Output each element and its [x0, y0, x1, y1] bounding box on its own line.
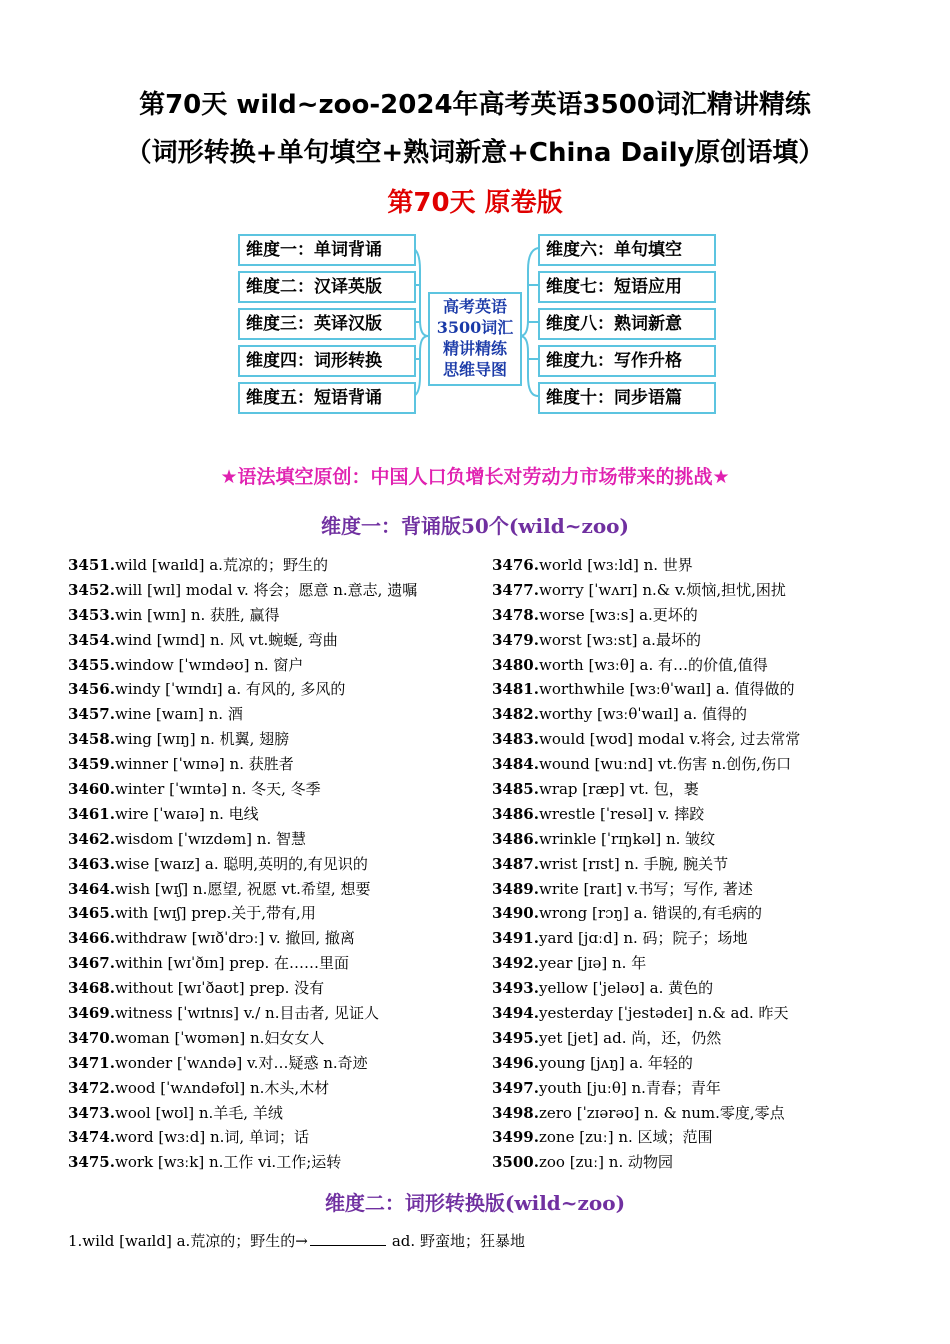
mindmap-right-5: 维度十：同步语篇 — [538, 382, 716, 414]
vocab-text: youth [juːθ] n.青春；青年 — [538, 1078, 721, 1097]
vocab-number: 3499. — [492, 1128, 539, 1147]
vocab-number: 3482. — [492, 705, 539, 724]
vocab-entry — [68, 802, 417, 827]
mindmap-left-3: 维度三：英译汉版 — [238, 308, 416, 340]
mindmap-center-line: 3500词汇 — [436, 318, 514, 337]
vocab-entry — [492, 976, 800, 1001]
vocab-text: wrap [ræp] vt. 包，裹 — [538, 780, 699, 799]
vocab-number: 3485. — [492, 780, 539, 799]
vocab-number: 3483. — [492, 730, 539, 749]
vocab-column-right — [492, 553, 800, 1175]
vocab-number: 3492. — [492, 954, 539, 973]
grammar-subtitle: ★语法填空原创：中国人口负增长对劳动力市场带来的挑战★ — [220, 466, 730, 488]
vocab-text: world [wɜːld] n. 世界 — [538, 556, 693, 574]
vocab-number: 3480. — [492, 655, 539, 674]
vocab-text: yesterday [ˈjestədeɪ] n.& ad. 昨天 — [538, 1004, 789, 1023]
vocab-text: winner [ˈwɪnə] n. 获胜者 — [114, 755, 294, 774]
vocab-text: win [wɪn] n. 获胜, 赢得 — [114, 605, 280, 624]
vocab-entry — [492, 827, 800, 852]
vocab-text: wrestle [ˈresəl] v. 摔跤 — [538, 804, 705, 823]
vocab-entry — [492, 1026, 800, 1051]
vocab-entry — [68, 628, 417, 653]
mindmap-left-2: 维度二：汉译英版 — [238, 271, 416, 303]
vocab-entry — [492, 553, 800, 578]
vocab-number: 3479. — [492, 630, 539, 649]
vocab-entry — [492, 926, 800, 951]
vocab-entry — [68, 653, 417, 678]
vocab-text: will [wɪl] modal v. 将会；愿意 n.意志, 遗嘱 — [114, 580, 418, 599]
vocab-entry — [492, 852, 800, 877]
vocab-entry — [492, 1125, 800, 1150]
vocab-entry — [492, 951, 800, 976]
vocab-text: wonder [ˈwʌndə] v.对…疑惑 n.奇迹 — [114, 1053, 368, 1072]
vocab-number: 3469. — [68, 1004, 115, 1023]
vocab-text: year [jɪə] n. 年 — [538, 954, 647, 973]
vocab-entry — [68, 702, 417, 727]
vocab-entry — [68, 677, 417, 702]
mindmap-center-line: 精讲精练 — [442, 339, 507, 358]
vocab-number: 3452. — [68, 580, 115, 599]
vocab-entry — [68, 727, 417, 752]
vocab-number: 3476. — [492, 556, 539, 574]
vocab-text: wool [wʊl] n.羊毛, 羊绒 — [114, 1103, 283, 1122]
vocab-entry — [492, 628, 800, 653]
vocab-number: 3471. — [68, 1053, 115, 1072]
vocab-number: 3453. — [68, 605, 115, 624]
vocab-text: zone [zuː] n. 区域；范围 — [538, 1128, 713, 1147]
vocab-number: 3477. — [492, 580, 539, 599]
vocab-number: 3487. — [492, 854, 539, 873]
vocab-text: with [wɪʃ] prep.关于,带有,用 — [114, 904, 316, 923]
vocab-entry — [68, 1051, 417, 1076]
vocab-text: would [wʊd] modal v.将会, 过去常常 — [538, 730, 801, 749]
vocab-entry — [492, 877, 800, 902]
vocab-text: wood [ˈwʌndəfʊl] n.木头,木材 — [114, 1078, 330, 1097]
vocab-text: yellow [ˈjeləʊ] a. 黄色的 — [538, 979, 714, 998]
mindmap-right-4: 维度九：写作升格 — [538, 345, 716, 377]
vocab-number: 3451. — [68, 556, 115, 574]
vocab-number: 3458. — [68, 730, 115, 749]
mindmap-left-1: 维度一：单词背诵 — [238, 234, 416, 266]
vocab-text: worthwhile [wɜːθˈwaɪl] a. 值得做的 — [538, 680, 795, 699]
vocab-text: write [raɪt] v.书写；写作, 著述 — [538, 879, 753, 898]
vocab-entry — [492, 603, 800, 628]
vocab-entry — [492, 1076, 800, 1101]
exercise-prompt: 1.wild [waɪld] a.荒凉的；野生的→ — [68, 1232, 308, 1250]
vocab-entry — [68, 926, 417, 951]
vocab-entry — [492, 677, 800, 702]
vocab-number: 3463. — [68, 854, 115, 873]
mindmap-center-line: 高考英语 — [442, 297, 507, 316]
vocab-entry — [68, 752, 417, 777]
mindmap-right-3: 维度八：熟词新意 — [538, 308, 716, 340]
vocab-text: withdraw [wɪðˈdrɔː] v. 撤回, 撤离 — [114, 929, 355, 948]
vocab-number: 3491. — [492, 929, 539, 948]
vocab-text: wind [wɪnd] n. 风 vt.蜿蜒, 弯曲 — [114, 630, 338, 649]
vocab-number: 3493. — [492, 979, 539, 998]
vocab-text: worthy [wɜːθˈwaɪl] a. 值得的 — [538, 705, 747, 724]
vocab-text: wound [wuːnd] vt.伤害 n.创伤,伤口 — [538, 755, 792, 774]
vocab-number: 3489. — [492, 879, 539, 898]
vocab-entry — [492, 1150, 800, 1175]
vocab-number: 3474. — [68, 1128, 115, 1147]
vocab-number: 3467. — [68, 954, 115, 973]
section-2-title: 维度二：词形转换版(wild~zoo) — [324, 1191, 626, 1215]
vocab-text: witness [ˈwɪtnɪs] v./ n.目击者, 见证人 — [114, 1004, 380, 1023]
vocab-entry — [492, 1001, 800, 1026]
vocab-text: wish [wɪʃ] n.愿望, 祝愿 vt.希望, 想要 — [114, 879, 371, 898]
vocab-text: without [wɪˈðaʊt] prep. 没有 — [114, 979, 325, 998]
vocab-number: 3490. — [492, 904, 539, 923]
vocab-number: 3498. — [492, 1103, 539, 1122]
mindmap-right-2: 维度七：短语应用 — [538, 271, 716, 303]
vocab-entry — [68, 553, 417, 578]
vocab-text: worry [ˈwʌrɪ] n.& v.烦恼,担忧,困扰 — [538, 580, 786, 599]
exercise-item — [68, 1230, 525, 1251]
section-1-title: 维度一：背诵版50个(wild~zoo) — [321, 514, 629, 538]
mindmap-left-5: 维度五：短语背诵 — [238, 382, 416, 414]
vocab-text: woman [ˈwʊmən] n.妇女女人 — [114, 1028, 325, 1047]
vocab-entry — [492, 1101, 800, 1126]
vocab-entry — [68, 852, 417, 877]
mindmap-center-line: 思维导图 — [442, 360, 507, 379]
vocab-number: 3495. — [492, 1028, 539, 1047]
vocab-text: zero [ˈzɪərəʊ] n. & num.零度,零点 — [538, 1103, 785, 1122]
vocab-entry — [68, 1001, 417, 1026]
vocab-entry — [68, 603, 417, 628]
vocab-entry — [68, 827, 417, 852]
vocab-number: 3462. — [68, 829, 115, 848]
vocab-entry — [492, 901, 800, 926]
vocab-number: 3464. — [68, 879, 115, 898]
vocab-entry — [68, 578, 417, 603]
vocab-entry — [492, 702, 800, 727]
vocab-text: word [wɜːd] n.词, 单词；话 — [114, 1128, 309, 1147]
vocab-text: wise [waɪz] a. 聪明,英明的,有见识的 — [114, 854, 368, 873]
vocab-text: wild [waɪld] a.荒凉的；野生的 — [114, 556, 328, 574]
vocab-entry — [68, 777, 417, 802]
vocab-entry — [68, 1125, 417, 1150]
vocab-entry — [492, 752, 800, 777]
vocab-text: work [wɜːk] n.工作 vi.工作;运转 — [114, 1153, 342, 1172]
title-line-3: 第70天 原卷版 — [387, 188, 563, 218]
vocab-number: 3466. — [68, 929, 115, 948]
vocab-number: 3473. — [68, 1103, 115, 1122]
vocab-entry — [68, 1101, 417, 1126]
vocab-number: 3486. — [492, 804, 539, 823]
vocab-text: windy [ˈwɪndɪ] a. 有风的, 多风的 — [114, 680, 346, 699]
vocab-number: 3459. — [68, 755, 115, 774]
vocab-entry — [492, 802, 800, 827]
vocab-number: 3496. — [492, 1053, 539, 1072]
vocab-text: wrist [rɪst] n. 手腕, 腕关节 — [538, 854, 729, 873]
vocab-text: worst [wɜːst] a.最坏的 — [538, 630, 701, 649]
vocab-entry — [492, 777, 800, 802]
title-line-2: （词形转换+单句填空+熟词新意+China Daily原创语填） — [125, 138, 825, 168]
vocab-text: yet [jet] ad. 尚，还，仍然 — [538, 1028, 722, 1047]
vocab-text: wrinkle [ˈrɪŋkəl] n. 皱纹 — [538, 829, 716, 848]
vocab-number: 3468. — [68, 979, 115, 998]
vocab-number: 3465. — [68, 904, 115, 923]
vocab-text: worth [wɜːθ] a. 有…的价值,值得 — [538, 655, 768, 674]
vocab-text: window [ˈwɪndəʊ] n. 窗户 — [114, 655, 304, 674]
vocab-text: wisdom [ˈwɪzdəm] n. 智慧 — [114, 829, 306, 848]
vocab-number: 3461. — [68, 804, 115, 823]
vocab-number: 3460. — [68, 780, 115, 799]
vocab-entry — [492, 727, 800, 752]
vocab-entry — [68, 951, 417, 976]
vocab-text: wrong [rɔŋ] a. 错误的,有毛病的 — [538, 904, 763, 923]
mindmap-left-4: 维度四：词形转换 — [238, 345, 416, 377]
vocab-text: wire [ˈwaɪə] n. 电线 — [114, 804, 259, 823]
vocab-number: 3454. — [68, 630, 115, 649]
mindmap-right-1: 维度六：单句填空 — [538, 234, 716, 266]
vocab-entry — [68, 877, 417, 902]
vocab-text: within [wɪˈðɪn] prep. 在……里面 — [114, 954, 350, 973]
vocab-number: 3484. — [492, 755, 539, 774]
vocab-entry — [492, 653, 800, 678]
vocab-entry — [68, 976, 417, 1001]
vocab-number: 3500. — [492, 1153, 539, 1172]
vocab-text: wing [wɪŋ] n. 机翼, 翅膀 — [114, 730, 290, 749]
vocab-entry — [68, 1076, 417, 1101]
vocab-number: 3481. — [492, 680, 539, 699]
vocab-number: 3470. — [68, 1028, 115, 1047]
vocab-number: 3457. — [68, 705, 115, 724]
vocab-number: 3455. — [68, 655, 115, 674]
title-line-1: 第70天 wild~zoo-2024年高考英语3500词汇精讲精练 — [139, 90, 811, 120]
vocab-number: 3497. — [492, 1078, 539, 1097]
vocab-entry — [492, 578, 800, 603]
vocab-number: 3472. — [68, 1078, 115, 1097]
vocab-entry — [68, 1026, 417, 1051]
vocab-number: 3478. — [492, 605, 539, 624]
vocab-number: 3486. — [492, 829, 539, 848]
mindmap-center — [428, 292, 522, 386]
vocab-text: worse [wɜːs] a.更坏的 — [538, 605, 698, 624]
vocab-text: wine [waɪn] n. 酒 — [114, 705, 243, 724]
vocab-number: 3494. — [492, 1004, 539, 1023]
exercise-hint: ad. 野蛮地；狂暴地 — [391, 1232, 525, 1250]
vocab-text: young [jʌŋ] a. 年轻的 — [538, 1053, 693, 1072]
vocab-text: zoo [zuː] n. 动物园 — [538, 1153, 674, 1172]
vocab-text: yard [jɑːd] n. 码；院子；场地 — [538, 929, 748, 948]
vocab-entry — [68, 1150, 417, 1175]
vocab-entry — [68, 901, 417, 926]
vocab-column-left — [68, 553, 417, 1175]
vocab-text: winter [ˈwɪntə] n. 冬天, 冬季 — [114, 780, 321, 799]
vocab-number: 3475. — [68, 1153, 115, 1172]
vocab-entry — [492, 1051, 800, 1076]
answer-blank[interactable] — [310, 1233, 386, 1246]
vocab-number: 3456. — [68, 680, 115, 699]
